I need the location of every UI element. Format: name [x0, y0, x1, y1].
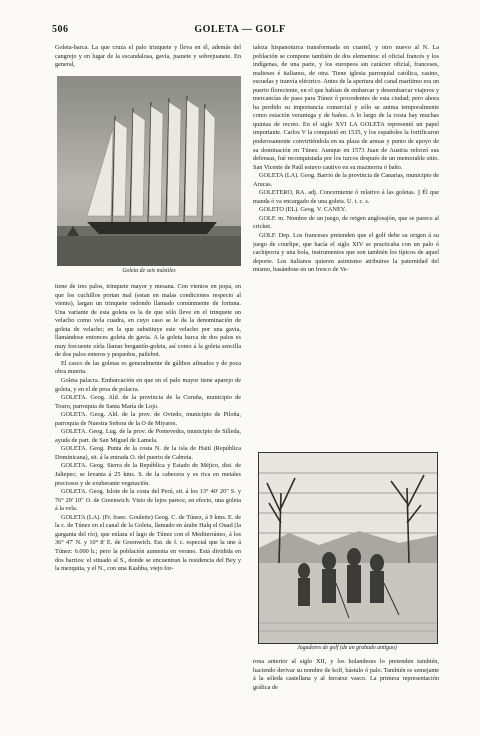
entry-golf-dep: GOLF. Dep. Los franceses pretenden que el golf debe su origen á su juego de courlipe, que hacía el siglo XIV se practicaba con un palo ó cachiporra y una bola, instrumentos que son también los típicos de aquel deporte. Los italianos quieren asimismo atribuirse la paternidad del mismo, basándose en un fresco de Ve-: [253, 232, 439, 274]
golfers-illustration: [259, 453, 437, 643]
entry-goleta-canarias: GOLETA (LA). Geog. Barrio de la provincia de Canarias, municipio de Arucas.: [253, 172, 439, 188]
entry-goletero: GOLETERO, RA. adj. Concerniente ó relativo á las goletas. || Él que manda ó va encargado de una goleta. U. t. c. s.: [253, 189, 439, 205]
left-column-top: [55, 44, 241, 74]
figure-caption-schooner: Goleta de seis mástiles: [122, 268, 176, 274]
entry-golf-m: GOLF. m. Nombre de un juego, de origen anglosajón, que se parece al cricket.: [253, 214, 439, 231]
entry-goleta-polacra: Goleta palacra. Embarcación en que en el palo mayor tiene aparejo de goleta, y en el de proa de polacra.: [55, 377, 241, 393]
figure-six-masted-schooner: [57, 76, 241, 266]
schooner-illustration: [57, 76, 241, 266]
entry-golf-continued: rona anterior al siglo XII, y los holandeses lo pretenden también, haciendo derivar su nombre de kolf, bástulo ó palo. También es semejante á la sóleda castellana y al ferratxe vasco. La primera representación gráfica de: [253, 658, 439, 691]
left-column-body: [55, 283, 241, 723]
entry-goleta-barca: Goleta-barca. La que cruza el palo trinquete y lleva en él, además del cangrejo y en lugar de la escandalosa, gavia, juanete y sobrejuanete. En general,: [55, 44, 241, 69]
entry-goleta-continued: tiene de tres palos, trinquete mayor y mesana. Con vientos en popa, en que los cuchillos portan mal (estan en malas condiciones respecto al viento), largan un trinquete redondo llamado comúnmente de fortuna. Una variante de esta goleta es la de que sólo lleve en el trinquete un velacho como vela cuadra, en cuyo caso se le da la denominación de goleta de velacho; en la que substituye este velacho por una gavia, llamándose entonces goleta de gavia. A la goleta barca de dos palos es muy frecuente oírla llamar bergantín-goleta, así como á la goleta sencilla de dos palos enteros y pequeños, pailebot.: [55, 283, 241, 359]
entry-goleta-coruna: GOLETA. Geog. Ald. de la provincia de la Coruña, municipio de Touro, parroquia de Santa María de Lojo.: [55, 394, 241, 410]
running-title: GOLETA — GOLF: [194, 24, 286, 35]
entry-goleta-oviedo: GOLETA. Geog. Ald. de la prov. de Oviedo, municipio de Piloña, parroquia de Nuestra Señora de la O de Miyares.: [55, 411, 241, 427]
entry-goleto: GOLETO (EL). Geog. V. CANEY.: [259, 206, 347, 214]
entry-casco: El casco de las goletas es generalmente de gálibos afinados y de poca obra muerta.: [55, 359, 241, 376]
entry-goleta-peru: GOLETA. Geog. Islote de la costa del Perú, sit. á los 13° 40' 20" S. y 76° 29' 10" O. de Greenwich. Visto de lejos parece, en efecto, una goleta á la vela.: [55, 488, 241, 513]
figure-caption-golfers: Jugadores de golf (de un grabado antiguo): [297, 645, 397, 651]
entry-goleta-pontevedra: GOLETA. Geog. Lug. de la prov. de Pontevedra, municipio de Silleda, ayuda de part. de San Miguel de Lamela.: [55, 428, 241, 444]
running-header: [52, 24, 428, 38]
right-column-top: [253, 44, 439, 454]
entry-la-goleta-continued: taleza hispanoturca transformada en cuartel, y otro nuevo al N. La población se compone también de dos elementos: el oficial francés y los indígenas, de una parte, y los europeos sin carácter oficial, franceses, malteses é italianos, de otra. Tiene iglesia parroquial católica, casino, escuelas y tranvía eléctrico. Antes de la apertura del canal marítimo era un puerto floreciente, en el que habían de embarcar y desembarcar viajeros y mercancías de paso para Túnez ó procedentes de esta ciudad; pero ahora ha perdido su importancia comercial y sólo se anima temporalmente como estación veraniega y de baños. A lo largo de la costa hay muchas quintas de recreo. En el siglo XVI LA GOLETA representó un papel importante. Carlos V la conquistó en 1535, y los españoles la fortificaron poderosamente convirtiéndola en su plaza de armas y punto de apoyo de su dominación en Túnez. Aunque en 1573 Juan de Austria reforzó sus defensas, fué reconquistada por los turcos después de un memorable sitio. San Vicente de Paúl estuvo cautivo en su mazmorra ó baño.: [253, 44, 439, 171]
entry-goleta-mejico: GOLETA. Geog. Sierra de la República y Estado de Méjico, dist. de Jaltepec; se levanta á 25 kms. S. de la cabecera y es rica en metales preciosos y de exuberante vegetación.: [55, 462, 241, 487]
figure-golf-players-engraving: [258, 452, 438, 644]
entry-goleta-tunez: GOLETA (LA). (Fr. franc. Goulette) Geog. C. de Túnez, á 9 kms. E. de la c. de Túnez en el canal de la Goleta, llamado en árabe Halq el Ouad (la garganta del río), que enlaza el lago de Túnez con el Mediterráneo, á los 36° 47' N. y 10° 8' E. de Greenwich. Est. de f. c. especial que la une á Túnez: 6.000 h.; pero la población aumenta en verano. Está dividida en dos barrios: el situado al S., donde se encuentran la residencia del Bey y la mezquita, y el N., con una Kashba, viejo for-: [55, 513, 241, 573]
right-column-bottom: [253, 658, 439, 718]
page-number: 506: [52, 24, 69, 35]
entry-goleta-haiti: GOLETA. Geog. Punta de la costa N. de la isla de Haití (República Dominicana), sit. á la entrada O. del puerto de Cabreta.: [55, 445, 241, 461]
